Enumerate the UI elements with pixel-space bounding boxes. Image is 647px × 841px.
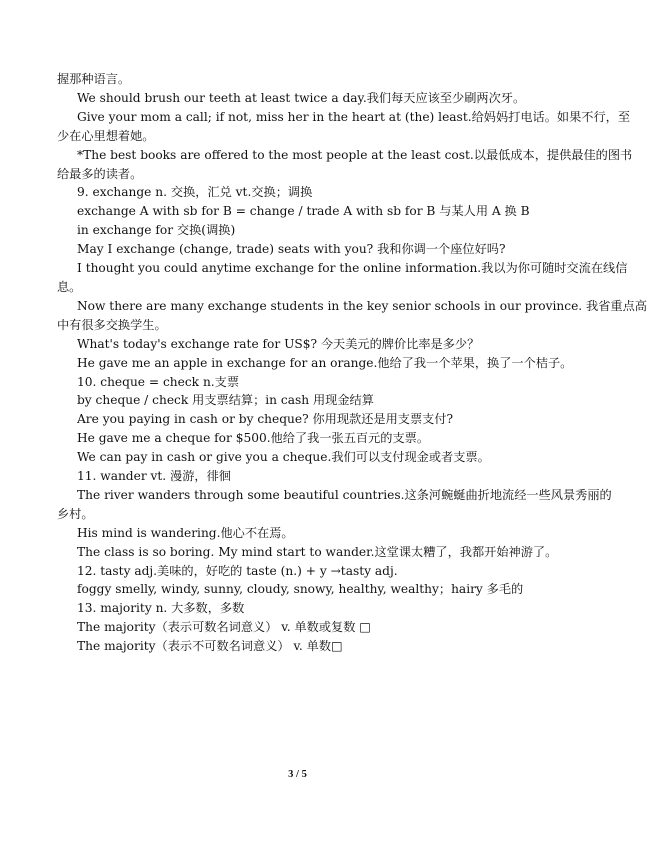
text-line: 13. majority n. 大多数，多数: [77, 601, 245, 616]
text-line: The river wanders through some beautiful countries.这条河蜿蜒曲折地流经一些风景秀丽的: [77, 487, 612, 502]
text-line: His mind is wandering.他心不在焉。: [77, 525, 294, 540]
text-line: 给最多的读者。: [57, 166, 143, 181]
text-line: 乡村。: [57, 506, 94, 521]
text-line: He gave me a cheque for $500.他给了我一张五百元的支票。: [77, 431, 430, 446]
text-line: 10. cheque = check n.支票: [77, 374, 240, 389]
text-line: *The best books are offered to the most people at the least cost.以最低成本，提供最佳的图书: [77, 147, 633, 162]
text-line: May I exchange (change, trade) seats with you? 我和你调一个座位好吗?: [77, 242, 506, 257]
text-line: We should brush our teeth at least twice a day.我们每天应该至少刷两次牙。: [77, 90, 526, 105]
text-line: 息。: [57, 279, 82, 294]
text-line: We can pay in cash or give you a cheque.我们可以支付现金或者支票。: [77, 450, 490, 465]
text-line: I thought you could anytime exchange for the online information.我以为你可随时交流在线信: [77, 261, 628, 276]
text-line: 中有很多交换学生。: [57, 317, 167, 332]
text-line: 11. wander vt. 漫游，徘徊: [77, 469, 231, 484]
text-line: The class is so boring. My mind start to wander.这堂课太糟了，我都开始神游了。: [77, 544, 558, 559]
text-line: foggy smelly, windy, sunny, cloudy, snowy, healthy, wealthy；hairy 多毛的: [77, 582, 524, 597]
text-line: He gave me an apple in exchange for an orange.他给了我一个苹果，换了一个桔子。: [77, 355, 573, 370]
text-line: What's today's exchange rate for US$? 今天美元的牌价比率是多少？: [77, 336, 480, 351]
text-line: Now there are many exchange students in the key senior schools in our province. 我省重点高: [77, 298, 647, 313]
text-line: 9. exchange n. 交换，汇兑 vt.交换；调换: [77, 185, 313, 200]
text-line: 少在心里想着她。: [57, 128, 155, 143]
text-line: 12. tasty adj.美味的，好吃的 taste (n.) + y →tasty adj.: [77, 563, 398, 578]
text-line: The majority（表示可数名词意义） v. 单数或复数 □: [77, 620, 371, 635]
text-line: The majority（表示不可数名词意义） v. 单数□: [77, 639, 343, 654]
text-line: exchange A with sb for B = change / trade A with sb for B 与某人用 A 换 B: [77, 204, 530, 219]
text-line: by cheque / check 用支票结算；in cash 用现金结算: [77, 393, 374, 408]
page-body: [57, 70, 647, 656]
text-line: Give your mom a call; if not, miss her in the heart at (the) least.给妈妈打电话。如果不行，至: [77, 109, 631, 124]
text-line: 握那种语言。: [57, 72, 131, 86]
page-number: 3 / 5: [288, 769, 307, 780]
text-line: in exchange for 交换(调换): [77, 223, 236, 238]
text-line: Are you paying in cash or by cheque? 你用现款还是用支票支付?: [77, 412, 454, 427]
